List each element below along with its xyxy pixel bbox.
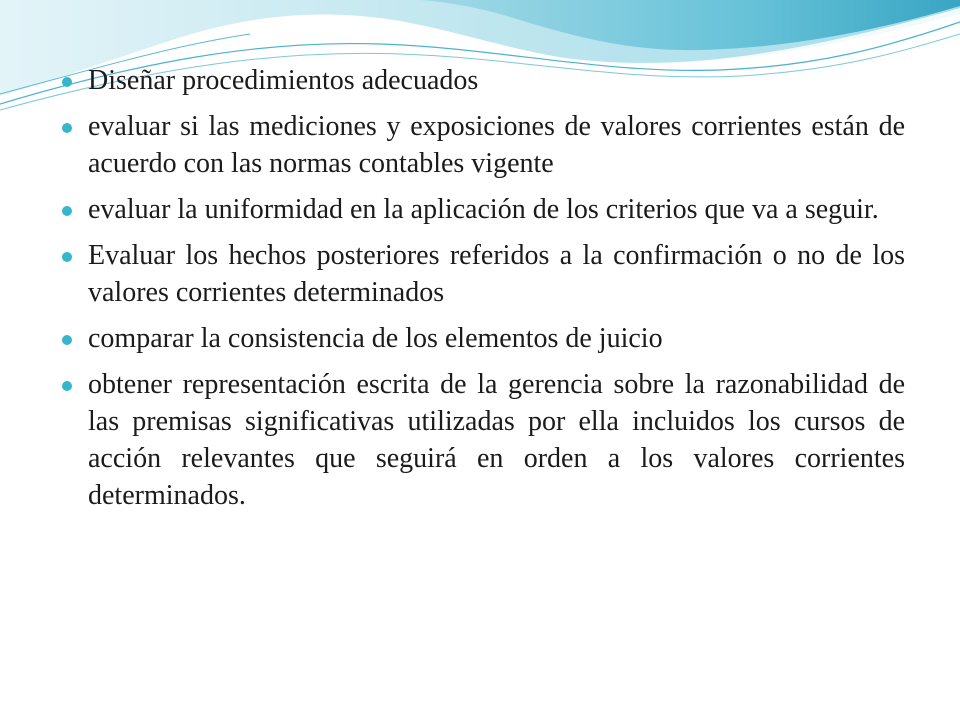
bullet-icon [62,252,72,262]
list-item [62,191,905,228]
list-item [62,320,905,357]
bullet-list [62,62,905,523]
bullet-text: Diseñar procedimientos adecuados [88,65,479,96]
bullet-text: comparar la consistencia de los elementos de juicio [88,323,663,354]
list-item [62,366,905,514]
bullet-icon [62,206,72,216]
bullet-text: obtener representación escrita de la gerencia sobre la razonabilidad de las premisas significativas utilizadas por ella incluidos los cursos de acción relevantes que seguirá en orden a los valores corrientes determinados. [88,369,905,511]
list-item [62,237,905,311]
bullet-text: Evaluar los hechos posteriores referidos a la confirmación o no de los valores corrientes determinados [88,240,905,308]
bullet-icon [62,381,72,391]
bullet-icon [62,77,72,87]
list-item [62,62,905,99]
bullet-icon [62,123,72,133]
bullet-text: evaluar la uniformidad en la aplicación de los criterios que va a seguir. [88,194,879,225]
bullet-icon [62,335,72,345]
list-item [62,108,905,182]
bullet-text: evaluar si las mediciones y exposiciones de valores corrientes están de acuerdo con las normas contables vigente [88,111,905,179]
